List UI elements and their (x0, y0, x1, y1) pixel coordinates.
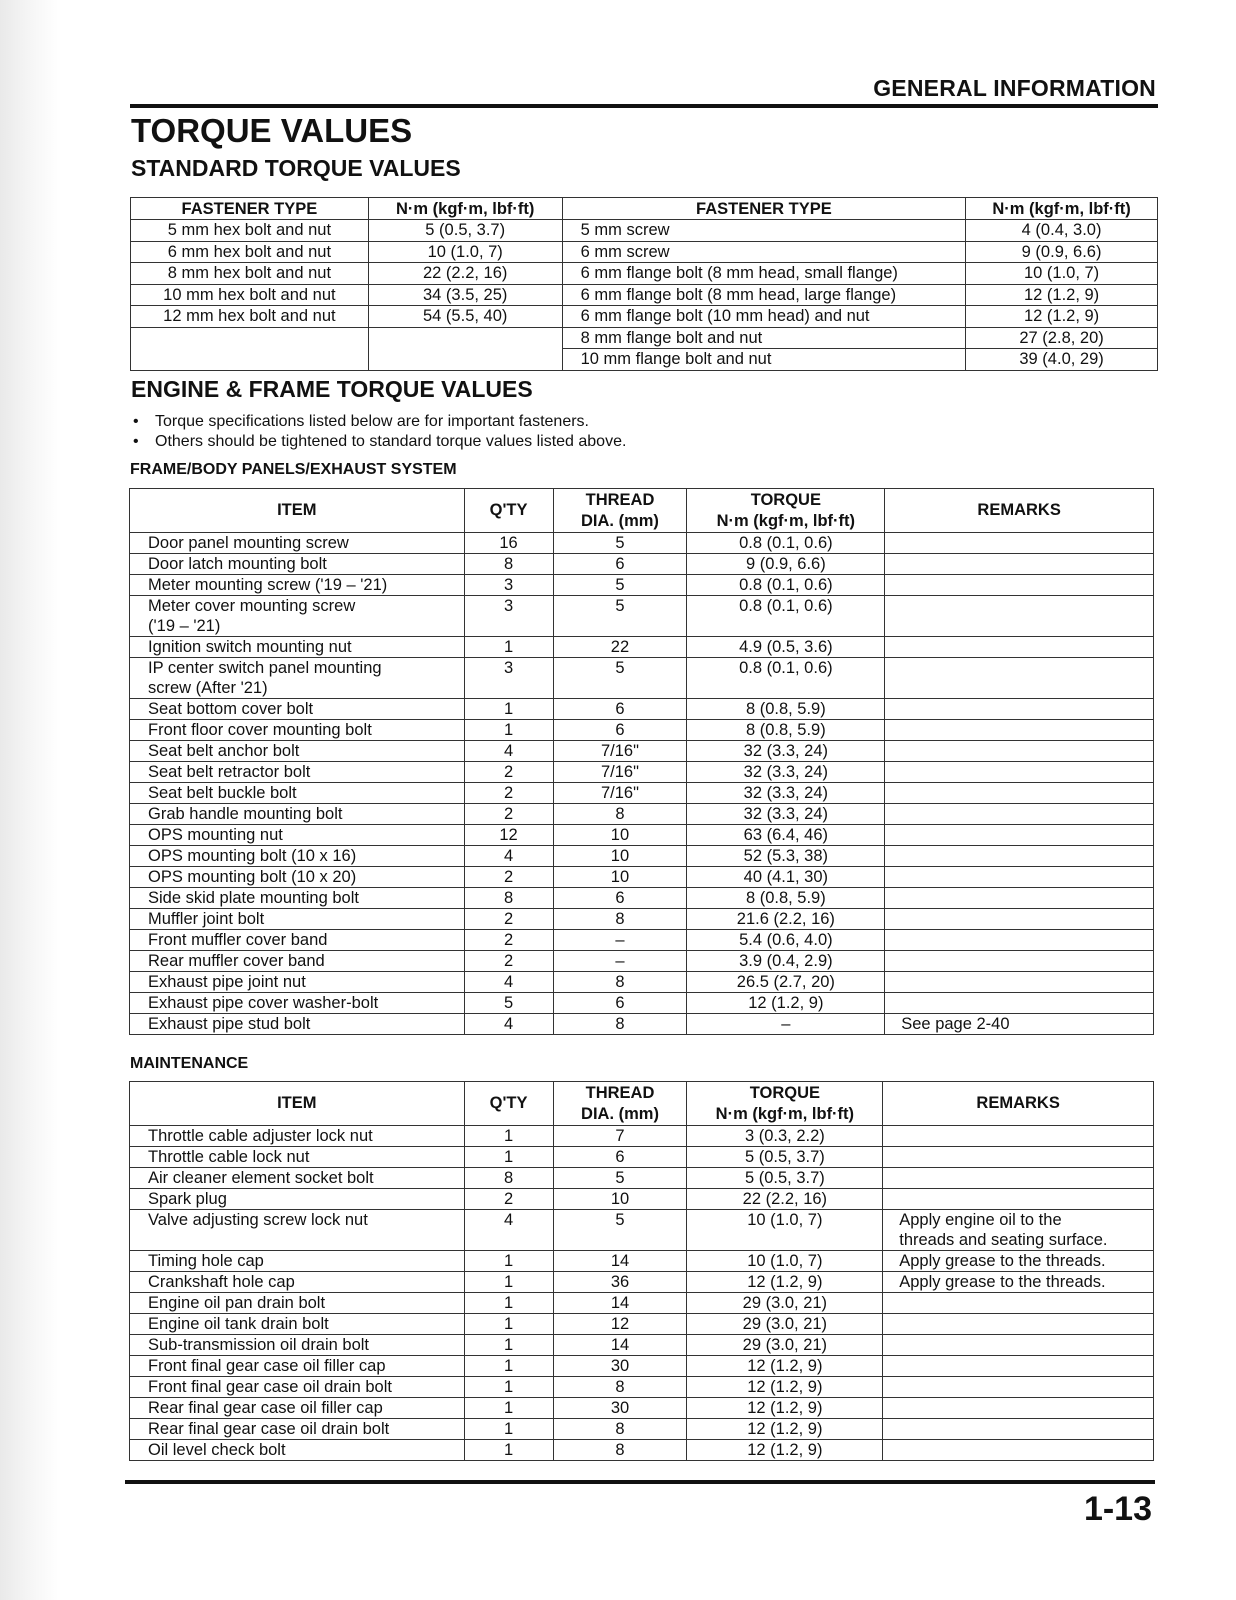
thread-cell: 8 (553, 1377, 687, 1398)
engine-frame-heading: ENGINE & FRAME TORQUE VALUES (131, 376, 533, 402)
thread-cell: 5 (553, 596, 687, 637)
col-item: ITEM (130, 489, 465, 533)
col-item: ITEM (130, 1082, 465, 1126)
thread-cell: 12 (553, 1314, 687, 1335)
torque-cell: 52 (5.3, 38) (687, 846, 885, 867)
table-row (130, 972, 1154, 993)
thread-cell: 10 (553, 1189, 687, 1210)
torque-cell: 63 (6.4, 46) (687, 825, 885, 846)
qty-cell: 1 (464, 1272, 553, 1293)
remarks-cell (883, 1314, 1154, 1335)
col-qty: Q'TY (464, 1082, 553, 1126)
remarks-cell (883, 1126, 1154, 1147)
remarks-cell (883, 1293, 1154, 1314)
item-cell: Meter mounting screw ('19 – '21) (130, 575, 465, 596)
remarks-cell (885, 804, 1154, 825)
qty-cell: 1 (464, 1293, 553, 1314)
scan-edge (0, 0, 58, 1600)
table-row (130, 1293, 1154, 1314)
item-cell: Timing hole cap (130, 1251, 465, 1272)
thread-cell: 6 (553, 720, 687, 741)
remarks-cell (883, 1356, 1154, 1377)
col-remarks: REMARKS (885, 489, 1154, 533)
table-row (130, 1014, 1154, 1035)
table-row (130, 1377, 1154, 1398)
qty-cell: 1 (464, 637, 553, 658)
col-qty: Q'TY (464, 489, 553, 533)
item-cell: Door latch mounting bolt (130, 554, 465, 575)
torque-cell: 4.9 (0.5, 3.6) (687, 637, 885, 658)
remarks-cell (885, 909, 1154, 930)
torque-cell: 0.8 (0.1, 0.6) (687, 596, 885, 637)
qty-cell: 2 (464, 867, 553, 888)
qty-cell: 1 (464, 1251, 553, 1272)
remarks-cell (883, 1440, 1154, 1461)
fastener-type: 12 mm hex bolt and nut (131, 306, 369, 328)
qty-cell: 3 (464, 596, 553, 637)
col-torque (687, 489, 885, 533)
page-number: 1-13 (1083, 1490, 1152, 1528)
col-fastener-type: FASTENER TYPE (131, 198, 369, 220)
remarks-cell (885, 972, 1154, 993)
thread-cell: 7/16" (553, 741, 687, 762)
fastener-type: 6 mm flange bolt (10 mm head) and nut (562, 306, 966, 328)
col-torque: N·m (kgf·m, lbf·ft) (368, 198, 562, 220)
qty-cell: 8 (464, 1168, 553, 1189)
table-row (130, 1398, 1154, 1419)
item-cell: Side skid plate mounting bolt (130, 888, 465, 909)
qty-cell: 4 (464, 1210, 553, 1251)
qty-cell: 1 (464, 1398, 553, 1419)
thread-cell: 8 (553, 804, 687, 825)
item-cell: Door panel mounting screw (130, 533, 465, 554)
torque-cell: 32 (3.3, 24) (687, 804, 885, 825)
thread-cell: 10 (553, 867, 687, 888)
thread-cell: 6 (553, 699, 687, 720)
thread-cell: 6 (553, 554, 687, 575)
qty-cell: 5 (464, 993, 553, 1014)
qty-cell: 1 (464, 1440, 553, 1461)
frame-subheading: FRAME/BODY PANELS/EXHAUST SYSTEM (130, 461, 457, 478)
maintenance-rows (130, 1126, 1154, 1461)
table-row (130, 1168, 1154, 1189)
standard-torque-table (130, 197, 1158, 371)
qty-cell: 2 (464, 951, 553, 972)
torque-cell: – (687, 1014, 885, 1035)
table-row (130, 993, 1154, 1014)
torque-cell: 0.8 (0.1, 0.6) (687, 533, 885, 554)
table-row (130, 596, 1154, 637)
table-row (130, 846, 1154, 867)
fastener-type: 6 mm screw (562, 241, 966, 263)
remarks-cell (885, 762, 1154, 783)
remarks-cell (885, 720, 1154, 741)
torque-value: 5 (0.5, 3.7) (368, 220, 562, 242)
fastener-type: 8 mm hex bolt and nut (131, 263, 369, 285)
remarks-cell (883, 1168, 1154, 1189)
torque-cell: 40 (4.1, 30) (687, 867, 885, 888)
item-cell: Engine oil tank drain bolt (130, 1314, 465, 1335)
remarks-cell (885, 867, 1154, 888)
remarks-cell (885, 533, 1154, 554)
col-thread-line2: DIA. (mm) (581, 511, 659, 530)
frame-rows (130, 533, 1154, 1035)
remarks-cell (885, 783, 1154, 804)
torque-cell: 5 (0.5, 3.7) (687, 1168, 883, 1189)
table-row (130, 1335, 1154, 1356)
torque-cell: 26.5 (2.7, 20) (687, 972, 885, 993)
torque-value: 4 (0.4, 3.0) (966, 220, 1158, 242)
torque-value: 34 (3.5, 25) (368, 284, 562, 306)
torque-cell: 3 (0.3, 2.2) (687, 1126, 883, 1147)
torque-cell: 32 (3.3, 24) (687, 741, 885, 762)
col-thread (553, 1082, 687, 1126)
table-row (130, 533, 1154, 554)
thread-cell: 8 (553, 909, 687, 930)
col-torque-line1: TORQUE (749, 1083, 820, 1102)
qty-cell: 3 (464, 575, 553, 596)
table-header-row (130, 1082, 1154, 1126)
torque-cell: 10 (1.0, 7) (687, 1251, 883, 1272)
item-cell: Oil level check bolt (130, 1440, 465, 1461)
remarks-cell (883, 1377, 1154, 1398)
remarks-cell (885, 888, 1154, 909)
col-thread (553, 489, 687, 533)
table-row (130, 699, 1154, 720)
item-cell: Exhaust pipe joint nut (130, 972, 465, 993)
qty-cell: 1 (464, 1147, 553, 1168)
col-thread-line1: THREAD (585, 1083, 655, 1102)
thread-cell: 8 (553, 1014, 687, 1035)
table-row (130, 637, 1154, 658)
remarks-cell (883, 1419, 1154, 1440)
remarks-cell (885, 699, 1154, 720)
thread-cell: 6 (553, 1147, 687, 1168)
item-cell: Meter cover mounting screw ('19 – '21) (130, 596, 465, 637)
table-row (130, 1251, 1154, 1272)
empty-cell (368, 327, 562, 370)
item-cell: Exhaust pipe stud bolt (130, 1014, 465, 1035)
remarks-cell (885, 658, 1154, 699)
item-cell: Spark plug (130, 1189, 465, 1210)
item-cell: Front final gear case oil filler cap (130, 1356, 465, 1377)
torque-cell: 0.8 (0.1, 0.6) (687, 658, 885, 699)
torque-cell: 5.4 (0.6, 4.0) (687, 930, 885, 951)
remarks-cell (883, 1335, 1154, 1356)
note-item: • Others should be tightened to standard torque values listed above. (133, 432, 626, 452)
item-cell: Seat belt anchor bolt (130, 741, 465, 762)
remarks-cell: Apply engine oil to the threads and seating surface. (883, 1210, 1154, 1251)
thread-cell: 5 (553, 533, 687, 554)
table-row (131, 327, 1158, 349)
item-cell: Crankshaft hole cap (130, 1272, 465, 1293)
table-row (130, 741, 1154, 762)
torque-cell: 0.8 (0.1, 0.6) (687, 575, 885, 596)
remarks-cell: Apply grease to the threads. (883, 1272, 1154, 1293)
torque-cell: 32 (3.3, 24) (687, 783, 885, 804)
qty-cell: 12 (464, 825, 553, 846)
qty-cell: 2 (464, 762, 553, 783)
thread-cell: 5 (553, 1210, 687, 1251)
remarks-cell (885, 637, 1154, 658)
item-cell: Valve adjusting screw lock nut (130, 1210, 465, 1251)
torque-value: 10 (1.0, 7) (966, 263, 1158, 285)
remarks-cell (885, 575, 1154, 596)
table-row (130, 720, 1154, 741)
thread-cell: 22 (553, 637, 687, 658)
torque-cell: 12 (1.2, 9) (687, 1377, 883, 1398)
table-row (131, 241, 1158, 263)
remarks-cell: See page 2-40 (885, 1014, 1154, 1035)
table-row (131, 263, 1158, 285)
item-cell: OPS mounting nut (130, 825, 465, 846)
torque-cell: 10 (1.0, 7) (687, 1210, 883, 1251)
thread-cell: 7/16" (553, 762, 687, 783)
thread-cell: 10 (553, 825, 687, 846)
qty-cell: 3 (464, 658, 553, 699)
item-cell: Air cleaner element socket bolt (130, 1168, 465, 1189)
table-row (130, 658, 1154, 699)
torque-cell: 5 (0.5, 3.7) (687, 1147, 883, 1168)
table-header-row (130, 489, 1154, 533)
remarks-cell (883, 1147, 1154, 1168)
remarks-cell (883, 1398, 1154, 1419)
table-row (130, 825, 1154, 846)
torque-value: 54 (5.5, 40) (368, 306, 562, 328)
thread-cell: 5 (553, 1168, 687, 1189)
torque-cell: 29 (3.0, 21) (687, 1314, 883, 1335)
thread-cell: 8 (553, 1440, 687, 1461)
col-fastener-type: FASTENER TYPE (562, 198, 966, 220)
col-thread-line2: DIA. (mm) (581, 1104, 659, 1123)
item-cell: Exhaust pipe cover washer-bolt (130, 993, 465, 1014)
item-cell: Front final gear case oil drain bolt (130, 1377, 465, 1398)
torque-cell: 8 (0.8, 5.9) (687, 699, 885, 720)
torque-value: 12 (1.2, 9) (966, 284, 1158, 306)
remarks-cell (885, 596, 1154, 637)
torque-cell: 32 (3.3, 24) (687, 762, 885, 783)
table-row (130, 951, 1154, 972)
table-row (130, 1189, 1154, 1210)
qty-cell: 1 (464, 1356, 553, 1377)
table-header-row (131, 198, 1158, 220)
header-rule (130, 104, 1158, 108)
remarks-cell (885, 554, 1154, 575)
qty-cell: 1 (464, 1419, 553, 1440)
frame-torque-table (129, 488, 1154, 1035)
item-cell: Rear muffler cover band (130, 951, 465, 972)
thread-cell: 10 (553, 846, 687, 867)
torque-cell: 3.9 (0.4, 2.9) (687, 951, 885, 972)
note-item: • Torque specifications listed below are for important fasteners. (133, 412, 626, 432)
torque-cell: 29 (3.0, 21) (687, 1335, 883, 1356)
qty-cell: 4 (464, 846, 553, 867)
table-row (130, 762, 1154, 783)
table-row (130, 783, 1154, 804)
remarks-cell (885, 846, 1154, 867)
fastener-type: 5 mm hex bolt and nut (131, 220, 369, 242)
qty-cell: 8 (464, 554, 553, 575)
table-row (130, 1126, 1154, 1147)
item-cell: Rear final gear case oil filler cap (130, 1398, 465, 1419)
fastener-type: 5 mm screw (562, 220, 966, 242)
torque-value: 22 (2.2, 16) (368, 263, 562, 285)
qty-cell: 2 (464, 909, 553, 930)
thread-cell: 14 (553, 1293, 687, 1314)
item-cell: Front muffler cover band (130, 930, 465, 951)
torque-cell: 8 (0.8, 5.9) (687, 888, 885, 909)
qty-cell: 4 (464, 741, 553, 762)
table-row (130, 867, 1154, 888)
table-row (130, 1210, 1154, 1251)
thread-cell: – (553, 951, 687, 972)
thread-cell: 8 (553, 972, 687, 993)
thread-cell: 5 (553, 658, 687, 699)
torque-cell: 12 (1.2, 9) (687, 1272, 883, 1293)
qty-cell: 2 (464, 783, 553, 804)
torque-cell: 12 (1.2, 9) (687, 1440, 883, 1461)
torque-cell: 21.6 (2.2, 16) (687, 909, 885, 930)
qty-cell: 1 (464, 1377, 553, 1398)
standard-torque-heading: STANDARD TORQUE VALUES (131, 155, 461, 181)
item-cell: Seat belt retractor bolt (130, 762, 465, 783)
qty-cell: 4 (464, 972, 553, 993)
page-title: TORQUE VALUES (131, 112, 413, 149)
qty-cell: 1 (464, 1126, 553, 1147)
item-cell: OPS mounting bolt (10 x 20) (130, 867, 465, 888)
item-cell: Sub-transmission oil drain bolt (130, 1335, 465, 1356)
remarks-cell (885, 993, 1154, 1014)
qty-cell: 8 (464, 888, 553, 909)
torque-cell: 29 (3.0, 21) (687, 1293, 883, 1314)
fastener-type: 8 mm flange bolt and nut (562, 327, 966, 349)
thread-cell: 14 (553, 1251, 687, 1272)
remarks-cell (885, 741, 1154, 762)
fastener-type: 6 mm flange bolt (8 mm head, large flange) (562, 284, 966, 306)
col-thread-line1: THREAD (585, 490, 655, 509)
section-header: GENERAL INFORMATION (873, 75, 1156, 101)
table-row (130, 575, 1154, 596)
item-cell: IP center switch panel mounting screw (After '21) (130, 658, 465, 699)
table-row (131, 306, 1158, 328)
thread-cell: 36 (553, 1272, 687, 1293)
torque-cell: 12 (1.2, 9) (687, 1398, 883, 1419)
thread-cell: 6 (553, 993, 687, 1014)
thread-cell: – (553, 930, 687, 951)
maintenance-subheading: MAINTENANCE (130, 1055, 249, 1072)
item-cell: Ignition switch mounting nut (130, 637, 465, 658)
col-remarks: REMARKS (883, 1082, 1154, 1126)
thread-cell: 7/16" (553, 783, 687, 804)
table-row (130, 804, 1154, 825)
table-row (130, 1272, 1154, 1293)
remarks-cell (883, 1189, 1154, 1210)
col-torque-line1: TORQUE (750, 490, 821, 509)
item-cell: Throttle cable lock nut (130, 1147, 465, 1168)
torque-value: 27 (2.8, 20) (966, 327, 1158, 349)
qty-cell: 1 (464, 1314, 553, 1335)
torque-value: 10 (1.0, 7) (368, 241, 562, 263)
item-cell: Grab handle mounting bolt (130, 804, 465, 825)
fastener-type: 10 mm flange bolt and nut (562, 349, 966, 371)
qty-cell: 1 (464, 720, 553, 741)
table-row (131, 284, 1158, 306)
table-row (130, 1440, 1154, 1461)
item-cell: Rear final gear case oil drain bolt (130, 1419, 465, 1440)
item-cell: Front floor cover mounting bolt (130, 720, 465, 741)
torque-cell: 12 (1.2, 9) (687, 1356, 883, 1377)
table-row (130, 1356, 1154, 1377)
table-row (130, 1419, 1154, 1440)
table-row (130, 554, 1154, 575)
torque-value: 9 (0.9, 6.6) (966, 241, 1158, 263)
col-torque: N·m (kgf·m, lbf·ft) (966, 198, 1158, 220)
qty-cell: 1 (464, 699, 553, 720)
torque-value: 39 (4.0, 29) (966, 349, 1158, 371)
table-row (130, 888, 1154, 909)
remarks-cell (885, 930, 1154, 951)
item-cell: Engine oil pan drain bolt (130, 1293, 465, 1314)
torque-cell: 22 (2.2, 16) (687, 1189, 883, 1210)
item-cell: Muffler joint bolt (130, 909, 465, 930)
thread-cell: 30 (553, 1398, 687, 1419)
item-cell: OPS mounting bolt (10 x 16) (130, 846, 465, 867)
torque-cell: 8 (0.8, 5.9) (687, 720, 885, 741)
item-cell: Seat bottom cover bolt (130, 699, 465, 720)
thread-cell: 30 (553, 1356, 687, 1377)
qty-cell: 2 (464, 1189, 553, 1210)
remarks-cell: Apply grease to the threads. (883, 1251, 1154, 1272)
remarks-cell (885, 951, 1154, 972)
fastener-type: 6 mm hex bolt and nut (131, 241, 369, 263)
thread-cell: 8 (553, 1419, 687, 1440)
table-row (130, 1147, 1154, 1168)
table-row (130, 909, 1154, 930)
torque-value: 12 (1.2, 9) (966, 306, 1158, 328)
torque-cell: 9 (0.9, 6.6) (687, 554, 885, 575)
thread-cell: 5 (553, 575, 687, 596)
maintenance-torque-table (129, 1081, 1154, 1461)
remarks-cell (885, 825, 1154, 846)
thread-cell: 6 (553, 888, 687, 909)
fastener-type: 10 mm hex bolt and nut (131, 284, 369, 306)
torque-cell: 12 (1.2, 9) (687, 993, 885, 1014)
empty-cell (131, 327, 369, 370)
fastener-type: 6 mm flange bolt (8 mm head, small flange) (562, 263, 966, 285)
table-row (131, 220, 1158, 242)
footer-rule (125, 1480, 1155, 1484)
qty-cell: 1 (464, 1335, 553, 1356)
qty-cell: 2 (464, 930, 553, 951)
col-torque-line2: N·m (kgf·m, lbf·ft) (715, 1104, 855, 1123)
qty-cell: 16 (464, 533, 553, 554)
qty-cell: 4 (464, 1014, 553, 1035)
item-cell: Seat belt buckle bolt (130, 783, 465, 804)
col-torque (687, 1082, 883, 1126)
item-cell: Throttle cable adjuster lock nut (130, 1126, 465, 1147)
thread-cell: 7 (553, 1126, 687, 1147)
thread-cell: 14 (553, 1335, 687, 1356)
table-row (130, 1314, 1154, 1335)
qty-cell: 2 (464, 804, 553, 825)
notes-list (133, 412, 626, 451)
table-row (130, 930, 1154, 951)
torque-cell: 12 (1.2, 9) (687, 1419, 883, 1440)
col-torque-line2: N·m (kgf·m, lbf·ft) (716, 511, 856, 530)
